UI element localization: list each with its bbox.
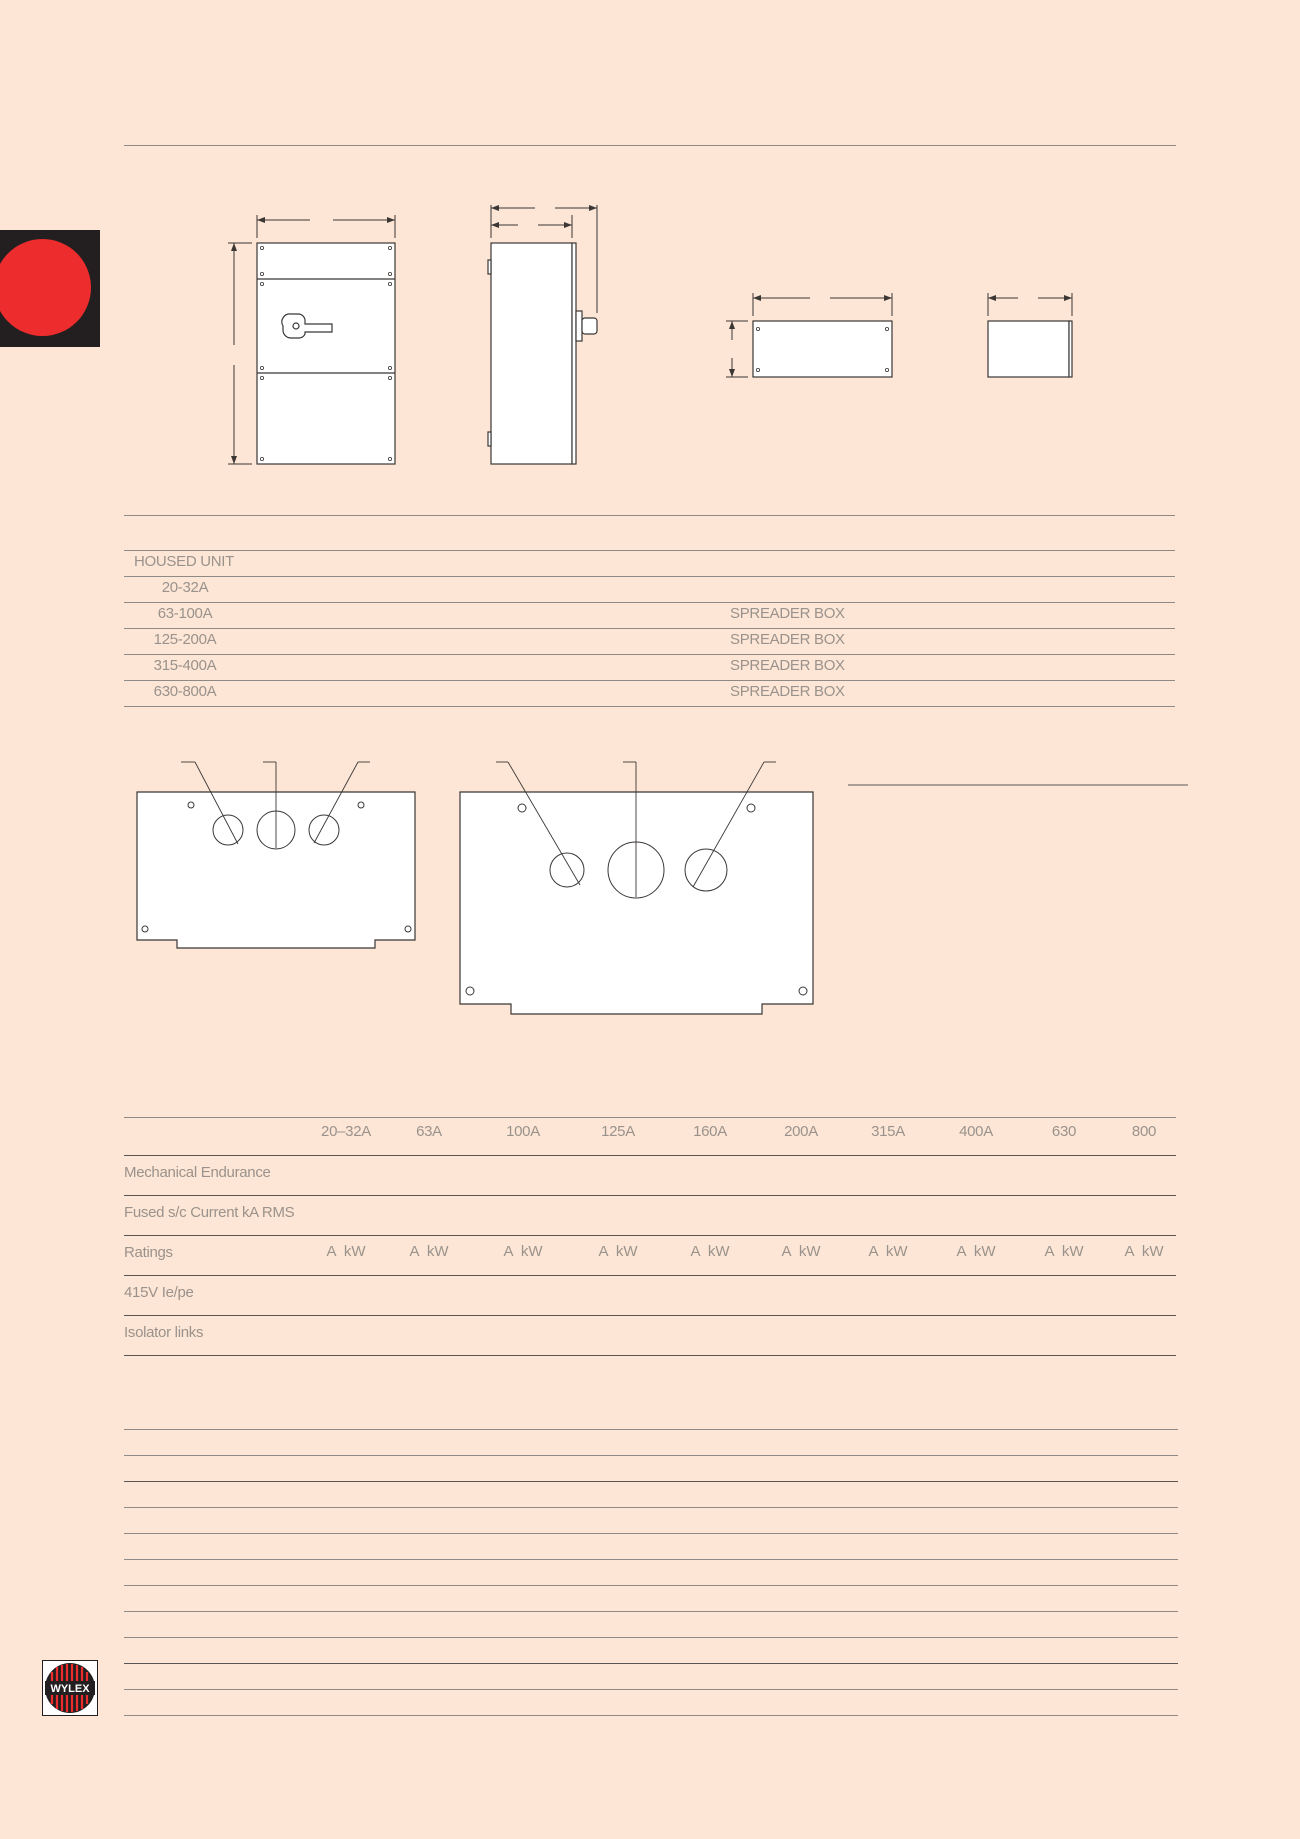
- spec-column-header: 125A: [601, 1123, 635, 1140]
- blank-rule: [124, 1715, 1178, 1716]
- housed-rule-1: [124, 550, 1175, 551]
- spec-rule-1: [124, 1155, 1176, 1156]
- spec-rule-6: [124, 1355, 1176, 1356]
- blank-rule: [124, 1533, 1178, 1534]
- blank-rule: [124, 1611, 1178, 1612]
- spec-column-header: 20–32A: [321, 1123, 371, 1140]
- housed-rule-2: [124, 576, 1175, 577]
- rating-units: A kW: [956, 1243, 996, 1260]
- housed-rule-5: [124, 654, 1175, 655]
- rating-units: A kW: [690, 1243, 730, 1260]
- spec-column-header: 800: [1131, 1123, 1157, 1140]
- housed-rule-0: [124, 515, 1175, 516]
- housed-accessory: SPREADER BOX: [730, 631, 845, 648]
- blank-rule: [124, 1481, 1178, 1482]
- spec-row-label: Mechanical Endurance: [124, 1164, 271, 1181]
- gland-plate-drawings: [0, 740, 1300, 1030]
- rating-units: A kW: [781, 1243, 821, 1260]
- blank-rule: [124, 1637, 1178, 1638]
- housed-rating: 630-800A: [153, 683, 217, 700]
- spreader-box-side: [988, 321, 1069, 377]
- rating-units: A kW: [503, 1243, 543, 1260]
- housed-rating: 125-200A: [153, 631, 217, 648]
- spec-column-header: 100A: [506, 1123, 540, 1140]
- spec-rule-3: [124, 1235, 1176, 1236]
- housed-rule-7: [124, 706, 1175, 707]
- logo-text: WYLEX: [50, 1683, 90, 1695]
- housed-accessory: SPREADER BOX: [730, 683, 845, 700]
- spec-rule-4: [124, 1275, 1176, 1276]
- rating-units: A kW: [598, 1243, 638, 1260]
- housed-rating: 20-32A: [161, 579, 209, 596]
- rating-units: A kW: [868, 1243, 908, 1260]
- dimension-drawings: [0, 0, 1300, 520]
- spec-column-header: 200A: [784, 1123, 818, 1140]
- blank-rule: [124, 1585, 1178, 1586]
- spec-column-header: 63A: [416, 1123, 442, 1140]
- wylex-logo: [42, 1660, 98, 1716]
- housed-rule-4: [124, 628, 1175, 629]
- blank-rule: [124, 1663, 1178, 1664]
- rating-units: A kW: [409, 1243, 449, 1260]
- spec-column-header: 315A: [871, 1123, 905, 1140]
- blank-rule: [124, 1429, 1178, 1430]
- spec-rule-0: [124, 1117, 1176, 1118]
- housed-rule-3: [124, 602, 1175, 603]
- housed-rating: 63-100A: [157, 605, 213, 622]
- housed-rule-6: [124, 680, 1175, 681]
- spec-column-header: 400A: [959, 1123, 993, 1140]
- spec-row-label: 415V Ie/pe: [124, 1284, 194, 1301]
- housed-accessory: SPREADER BOX: [730, 657, 845, 674]
- spreader-box-front: [753, 321, 892, 377]
- spec-column-header: 630: [1051, 1123, 1077, 1140]
- side-view-enclosure: [491, 243, 572, 464]
- spec-rule-2: [124, 1195, 1176, 1196]
- spec-column-header: 160A: [693, 1123, 727, 1140]
- spec-row-label: Isolator links: [124, 1324, 204, 1341]
- rating-units: A kW: [1044, 1243, 1084, 1260]
- spec-row-label: Fused s/c Current kA RMS: [124, 1204, 295, 1221]
- housed-rating: 315-400A: [153, 657, 217, 674]
- rating-units: A kW: [326, 1243, 366, 1260]
- front-view-enclosure: [257, 243, 395, 464]
- rating-units: A kW: [1124, 1243, 1164, 1260]
- blank-rule: [124, 1507, 1178, 1508]
- blank-rule: [124, 1689, 1178, 1690]
- blank-rule: [124, 1559, 1178, 1560]
- housed-accessory: SPREADER BOX: [730, 605, 845, 622]
- spec-rule-5: [124, 1315, 1176, 1316]
- spec-row-label: Ratings: [124, 1244, 173, 1261]
- blank-rule: [124, 1455, 1178, 1456]
- housed-unit-heading: HOUSED UNIT: [134, 553, 235, 570]
- gland-plate-large: [460, 792, 813, 1014]
